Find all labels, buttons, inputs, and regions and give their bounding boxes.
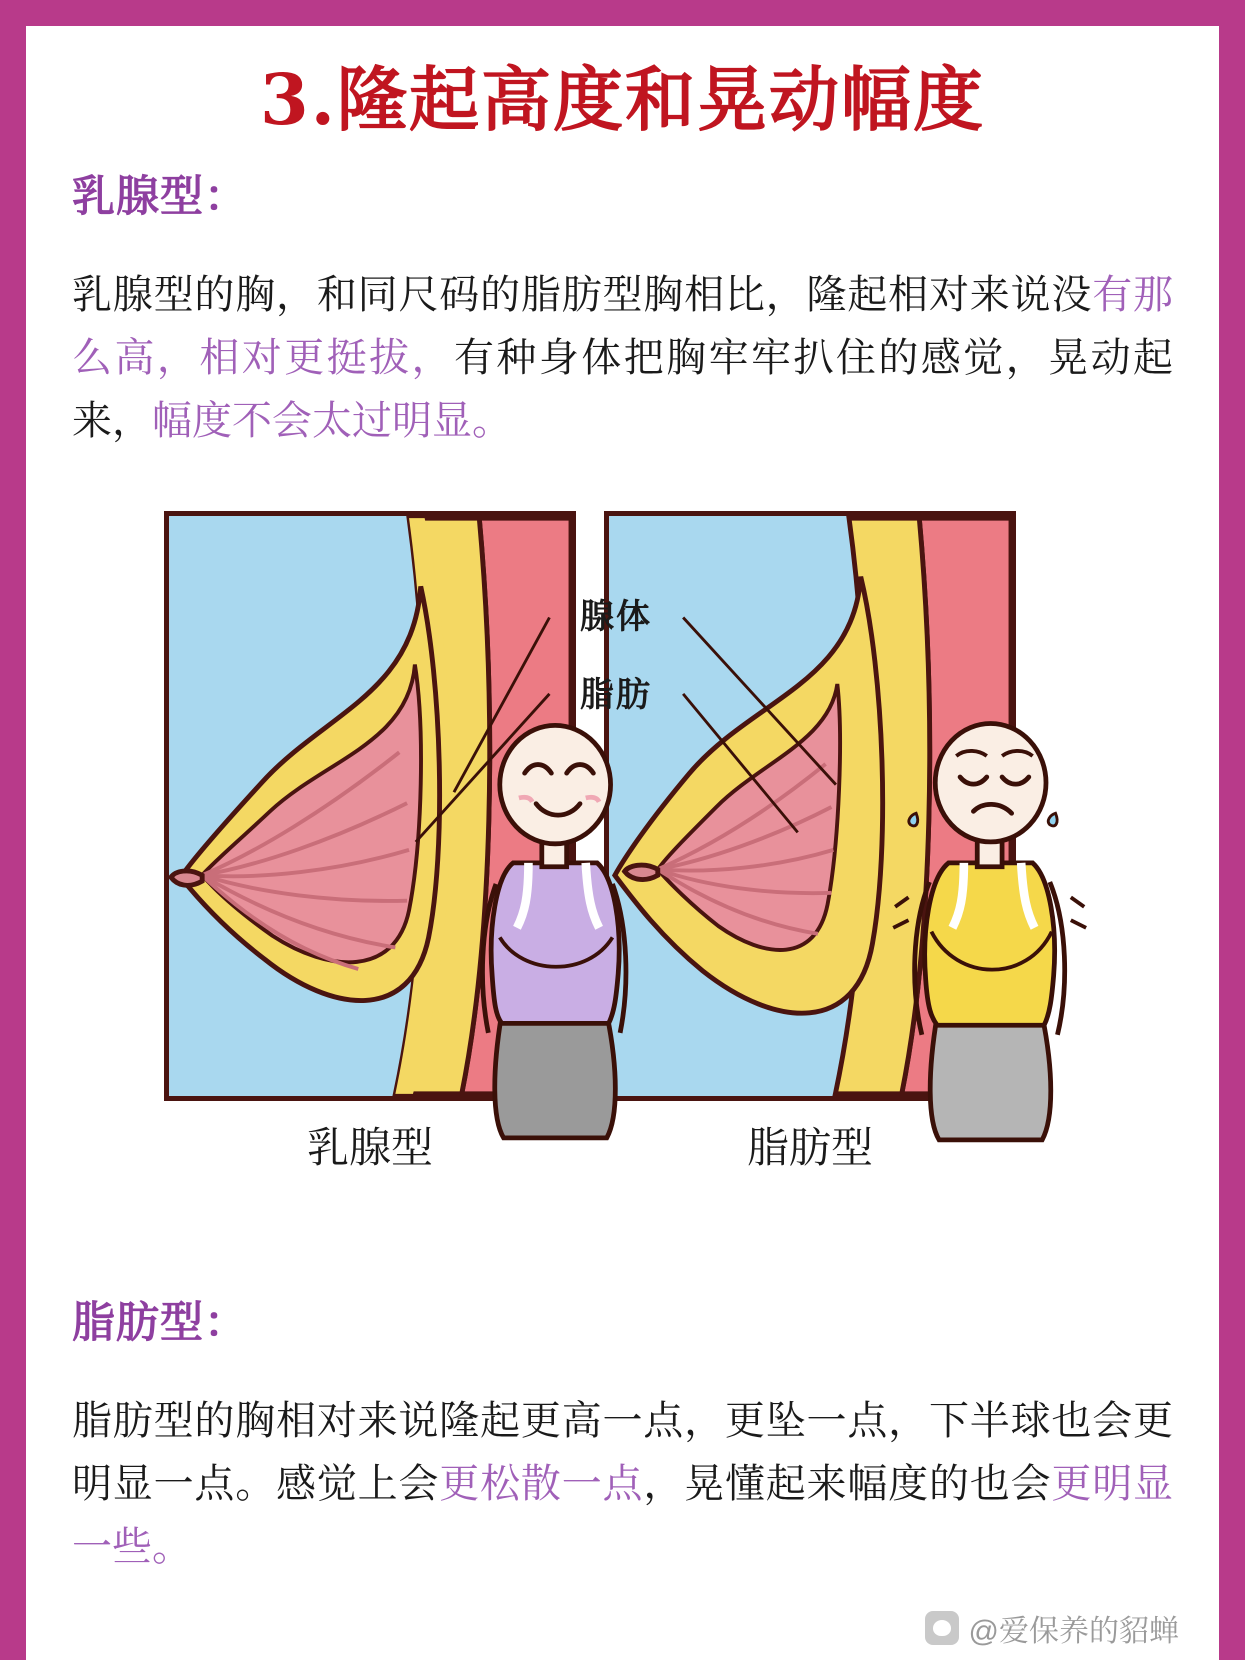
section-paragraph-fat: [72, 1390, 1173, 1580]
paragraph-run-highlight: 更松散一点: [439, 1462, 644, 1507]
panel-caption-gland: 乳腺型: [306, 1124, 433, 1172]
panel-gland-type: [164, 511, 576, 1101]
section-paragraph-gland: [72, 264, 1173, 454]
section-heading-fat: 脂肪型：: [72, 1299, 248, 1348]
paragraph-run-highlight: 有那么高，相对更挺拔，: [72, 272, 1174, 380]
paragraph-run-highlight: 更明显一些。: [72, 1462, 1174, 1570]
paragraph-run: 乳腺型的胸，和同尺码的脂肪型胸相比，隆起相对来说没: [72, 272, 1093, 317]
panel-caption-fat: 脂肪型: [746, 1124, 873, 1172]
section-heading-gland: 乳腺型：: [72, 172, 248, 221]
watermark-text: @爱保养的貂蝉: [968, 1615, 1179, 1648]
paragraph-run: 有种身体把胸牢牢扒住的感觉，晃动起来，: [72, 335, 1174, 443]
poster-content: [26, 60, 1219, 1668]
anatomy-figure: [72, 511, 1173, 1211]
watermark-logo-icon: [925, 1611, 959, 1645]
gland-type-illustration: [169, 516, 571, 1096]
callout-label-gland: 腺体: [580, 598, 652, 637]
watermark: [925, 1606, 1179, 1650]
paragraph-run: 脂肪型的胸相对来说隆起更高一点，更坠一点，下半球也会更明显一点。感觉上会: [72, 1399, 1173, 1507]
section-fat: [72, 1289, 1173, 1580]
panel-fat-type: [604, 511, 1016, 1101]
callout-label-fat: 脂肪: [580, 676, 652, 715]
page-title: 3.隆起高度和晃动幅度: [259, 58, 986, 141]
paragraph-run: ，晃懂起来幅度的也会: [643, 1462, 1052, 1507]
paragraph-run-highlight: 幅度不会太过明显。: [152, 398, 512, 443]
fat-type-illustration: [609, 516, 1011, 1096]
